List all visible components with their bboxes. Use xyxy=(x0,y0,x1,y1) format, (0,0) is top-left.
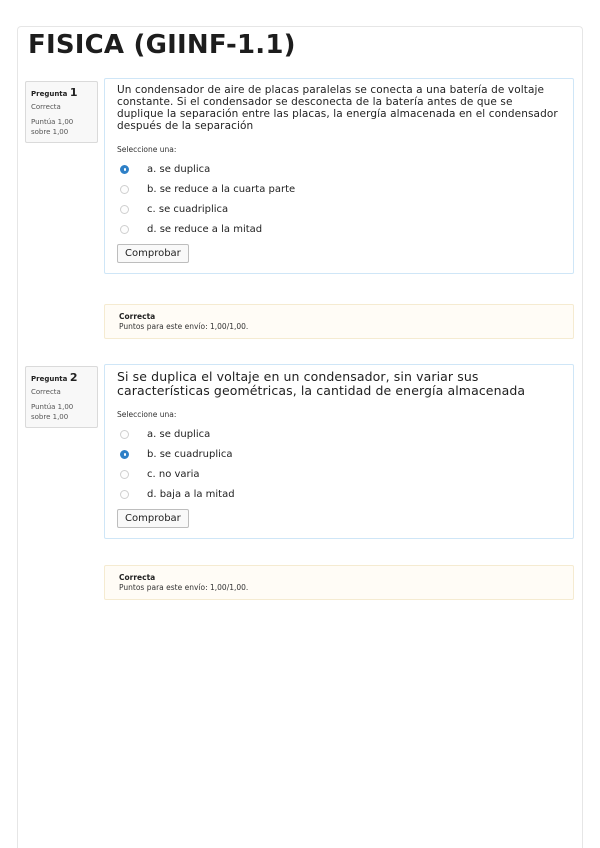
question-grade-line2: sobre 1,00 xyxy=(31,128,69,136)
question-1-feedback xyxy=(104,304,574,339)
answer-option-b[interactable] xyxy=(117,179,561,199)
question-1-formulation xyxy=(104,78,574,274)
radio-button[interactable] xyxy=(120,470,129,479)
answer-prompt: Seleccione una: xyxy=(117,410,177,419)
question-text: Si se duplica el voltaje en un condensador, sin variar sus características geométricas, la cantidad de energía almacenada xyxy=(117,369,526,398)
answer-option-a[interactable] xyxy=(117,424,561,444)
feedback-state: Correcta xyxy=(119,573,156,582)
feedback-points: Puntos para este envío: 1,00/1,00. xyxy=(119,583,249,592)
answer-option-label[interactable]: c. no varia xyxy=(147,468,200,480)
answer-option-label[interactable]: b. se reduce a la cuarta parte xyxy=(147,183,296,195)
answer-option-d[interactable] xyxy=(117,219,561,239)
radio-button[interactable] xyxy=(120,185,129,194)
radio-button[interactable] xyxy=(120,490,129,499)
answer-option-a[interactable] xyxy=(117,159,561,179)
question-2-feedback xyxy=(104,565,574,600)
question-grade-line1: Puntúa 1,00 xyxy=(31,118,74,126)
radio-button[interactable] xyxy=(120,430,129,439)
answer-option-label[interactable]: a. se duplica xyxy=(147,428,211,440)
question-label: Pregunta xyxy=(31,375,68,383)
question-1-info xyxy=(25,81,98,143)
quiz-card xyxy=(17,26,583,848)
feedback-state: Correcta xyxy=(119,312,156,321)
radio-button[interactable] xyxy=(120,225,129,234)
question-number xyxy=(31,371,92,384)
answer-option-label[interactable]: a. se duplica xyxy=(147,163,211,175)
radio-button-checked[interactable] xyxy=(120,450,129,459)
question-state: Correcta xyxy=(31,388,61,396)
answer-option-c[interactable] xyxy=(117,464,561,484)
check-button[interactable]: Comprobar xyxy=(117,244,189,263)
answer-prompt: Seleccione una: xyxy=(117,145,177,154)
radio-button-checked[interactable] xyxy=(120,165,129,174)
answer-option-d[interactable] xyxy=(117,484,561,504)
check-button[interactable]: Comprobar xyxy=(117,509,189,528)
question-number xyxy=(31,86,92,99)
answer-option-c[interactable] xyxy=(117,199,561,219)
question-text: Un condensador de aire de placas paralelas se conecta a una batería de voltaje constante. Si el condensador se desconecta de la batería antes de que se duplique la separación entre las placas, la energía almacenada en el condensador después de la separación xyxy=(117,84,558,132)
page-title: FISICA (GIINF-1.1) xyxy=(28,30,296,60)
answer-option-label[interactable]: d. baja a la mitad xyxy=(147,488,235,500)
question-2-formulation xyxy=(104,364,574,539)
answer-option-label[interactable]: c. se cuadriplica xyxy=(147,203,229,215)
answer-option-label[interactable]: b. se cuadruplica xyxy=(147,448,233,460)
radio-button[interactable] xyxy=(120,205,129,214)
question-state: Correcta xyxy=(31,103,61,111)
answer-option-label[interactable]: d. se reduce a la mitad xyxy=(147,223,263,235)
feedback-points: Puntos para este envío: 1,00/1,00. xyxy=(119,322,249,331)
question-2-info xyxy=(25,366,98,428)
question-grade-line1: Puntúa 1,00 xyxy=(31,403,74,411)
question-number-value: 1 xyxy=(69,86,78,99)
question-number-value: 2 xyxy=(69,371,78,384)
answer-option-b[interactable] xyxy=(117,444,561,464)
question-grade-line2: sobre 1,00 xyxy=(31,413,69,421)
question-label: Pregunta xyxy=(31,90,68,98)
